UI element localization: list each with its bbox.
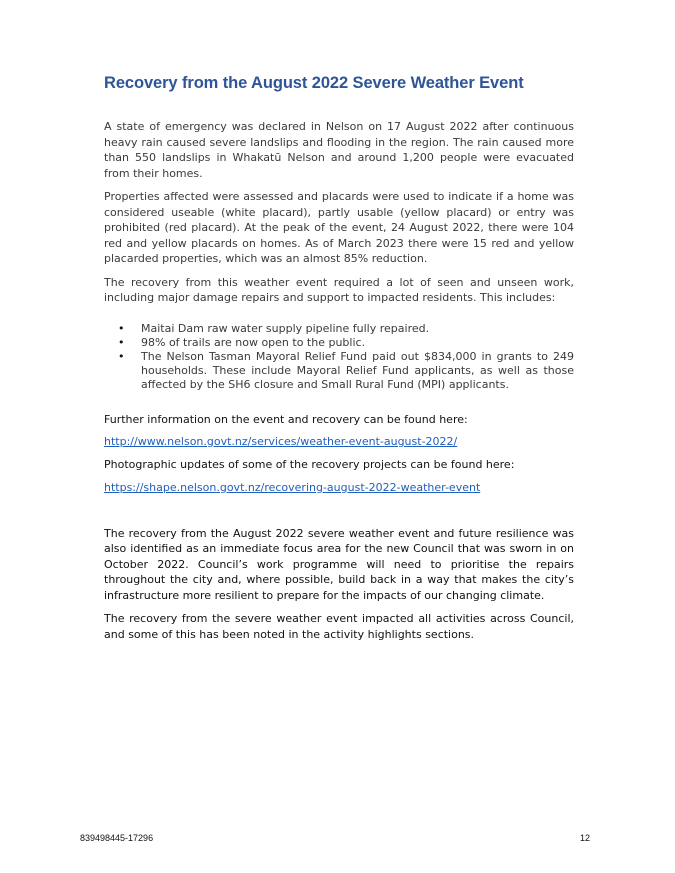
list-item: [104, 336, 574, 350]
list-item-text: The Nelson Tasman Mayoral Relief Fund paid out $834,000 in grants to 249 households. These include Mayoral Relief Fund applicants, as well as those affected by the SH6 closure and Small Rural Fund (MPI) applicants.: [141, 349, 574, 391]
further-info-text: Further information on the event and recovery can be found here:: [104, 412, 468, 426]
footer-page-number: 12: [580, 833, 591, 843]
photo-updates-text: Photographic updates of some of the recovery projects can be found here:: [104, 458, 515, 471]
recovery-bullet-list: [104, 322, 574, 392]
bullet-icon: •: [118, 321, 125, 335]
list-item-text: Maitai Dam raw water supply pipeline fully repaired.: [141, 321, 430, 335]
event-info-link[interactable]: http://www.nelson.govt.nz/services/weather-event-august-2022/: [104, 435, 458, 448]
footer-document-id: 839498445-17296: [80, 833, 154, 843]
page-title: Recovery from the August 2022 Severe Weather Event: [104, 74, 524, 92]
document-body: [104, 72, 574, 642]
recovery-projects-link[interactable]: https://shape.nelson.govt.nz/recovering-august-2022-weather-event: [104, 480, 481, 494]
paragraph-future-resilience: The recovery from the August 2022 severe weather event and future resilience was also identified as an immediate focus area for the new Council that was sworn in on October 2022. Council’s work programme will need to prioritise the repairs throughout the city and, where possible, build back in a way that makes the city’s infrastructure more resilient to prepare for the impacts of our changing climate.: [104, 526, 574, 602]
list-item: [104, 350, 574, 392]
paragraph-recovery-work: The recovery from this weather event required a lot of seen and unseen work, including major damage repairs and support to impacted residents. This includes:: [104, 275, 574, 304]
bullet-icon: •: [118, 349, 125, 363]
paragraph-placards: Properties affected were assessed and placards were used to indicate if a home was considered useable (white placard), partly usable (yellow placard) or entry was prohibited (red placard). At the peak of the event, 24 August 2022, there were 104 red and yellow placards on homes. As of March 2023 there were 15 red and yellow placarded properties, which was an almost 85% reduction.: [104, 190, 574, 265]
bullet-icon: •: [118, 335, 125, 349]
list-item: [104, 322, 574, 336]
paragraph-activity-impact: The recovery from the severe weather event impacted all activities across Council, and some of this has been noted in the activity highlights sections.: [104, 612, 574, 641]
paragraph-emergency: A state of emergency was declared in Nelson on 17 August 2022 after continuous heavy rain caused severe landslips and flooding in the region. The rain caused more than 550 landslips in Whakatū Nelson and around 1,200 people were evacuated from their homes.: [104, 120, 574, 180]
list-item-text: 98% of trails are now open to the public.: [141, 335, 366, 349]
